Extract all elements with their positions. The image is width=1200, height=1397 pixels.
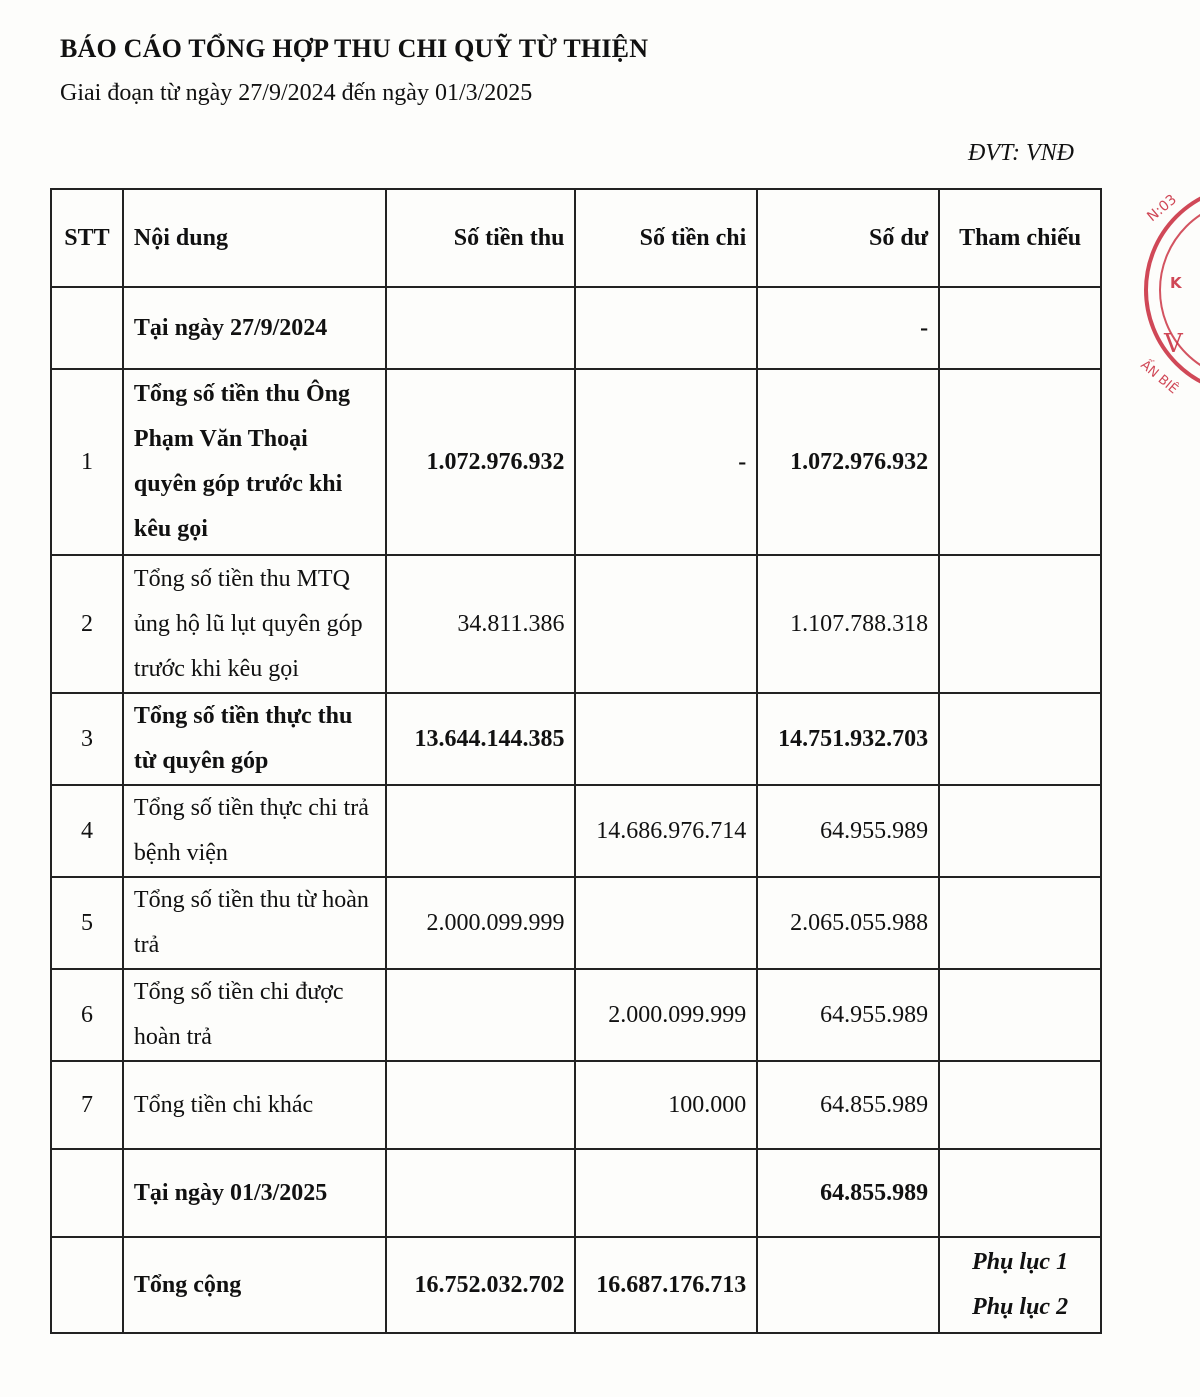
cell-balance: 1.107.788.318 (757, 555, 939, 693)
cell-stt (51, 287, 123, 369)
cell-reference (939, 1149, 1101, 1237)
finance-table (50, 188, 1102, 1334)
cell-income: 1.072.976.932 (386, 369, 576, 555)
cell-balance (757, 1237, 939, 1333)
col-content: Nội dung (123, 189, 386, 287)
table-row (51, 877, 1101, 969)
cell-expense (575, 287, 757, 369)
cell-income (386, 969, 576, 1061)
cell-reference (939, 1061, 1101, 1149)
table-row (51, 785, 1101, 877)
cell-reference (939, 785, 1101, 877)
cell-expense: - (575, 369, 757, 555)
table-row (51, 369, 1101, 555)
cell-expense: 2.000.099.999 (575, 969, 757, 1061)
table-row (51, 693, 1101, 785)
cell-reference (939, 555, 1101, 693)
cell-reference (939, 877, 1101, 969)
cell-expense (575, 693, 757, 785)
report-period: Giai đoạn từ ngày 27/9/2024 đến ngày 01/3/2025 (60, 80, 533, 106)
reference-appendix-1: Phụ lục 1 (972, 1249, 1069, 1275)
cell-stt: 2 (51, 555, 123, 693)
table-header-row (51, 189, 1101, 287)
cell-stt (51, 1149, 123, 1237)
currency-unit: ĐVT: VNĐ (967, 140, 1074, 166)
cell-expense: 14.686.976.714 (575, 785, 757, 877)
report-title: BÁO CÁO TỔNG HỢP THU CHI QUỸ TỪ THIỆN (60, 34, 649, 63)
cell-balance: 14.751.932.703 (757, 693, 939, 785)
table-row (51, 1061, 1101, 1149)
cell-content: Tổng số tiền thu Ông Phạm Văn Thoại quyên góp trước khi kêu gọi (123, 369, 386, 555)
cell-content: Tổng số tiền thu từ hoàn trả (123, 877, 386, 969)
cell-balance: 2.065.055.988 (757, 877, 939, 969)
cell-expense: 100.000 (575, 1061, 757, 1149)
red-seal-stamp (1130, 170, 1200, 410)
cell-reference (939, 693, 1101, 785)
seal-text-k: K (1170, 274, 1182, 292)
col-income: Số tiền thu (386, 189, 576, 287)
cell-income (386, 1149, 576, 1237)
table-row (51, 287, 1101, 369)
cell-stt: 4 (51, 785, 123, 877)
cell-income: 13.644.144.385 (386, 693, 576, 785)
cell-stt: 1 (51, 369, 123, 555)
cell-stt: 7 (51, 1061, 123, 1149)
cell-stt: 6 (51, 969, 123, 1061)
cell-expense: 16.687.176.713 (575, 1237, 757, 1333)
cell-reference (939, 369, 1101, 555)
cell-reference (939, 969, 1101, 1061)
seal-text-bottom: ẤN BIÊ (1137, 357, 1181, 398)
cell-expense (575, 1149, 757, 1237)
cell-content: Tổng tiền chi khác (123, 1061, 386, 1149)
cell-reference (939, 1237, 1101, 1333)
reference-appendix-2: Phụ lục 2 (972, 1294, 1069, 1320)
cell-reference (939, 287, 1101, 369)
cell-income (386, 785, 576, 877)
cell-stt: 3 (51, 693, 123, 785)
col-balance: Số dư (757, 189, 939, 287)
cell-content: Tại ngày 01/3/2025 (123, 1149, 386, 1237)
table-row (51, 1149, 1101, 1237)
cell-income: 2.000.099.999 (386, 877, 576, 969)
cell-balance: 64.955.989 (757, 969, 939, 1061)
cell-income: 16.752.032.702 (386, 1237, 576, 1333)
col-reference: Tham chiếu (939, 189, 1101, 287)
cell-balance: 64.855.989 (757, 1061, 939, 1149)
cell-expense (575, 877, 757, 969)
cell-income (386, 287, 576, 369)
cell-expense (575, 555, 757, 693)
cell-content: Tổng số tiền thu MTQ ủng hộ lũ lụt quyên góp trước khi kêu gọi (123, 555, 386, 693)
cell-stt (51, 1237, 123, 1333)
seal-text-top: N:03 (1144, 191, 1180, 226)
cell-content: Tổng số tiền thực chi trả bệnh viện (123, 785, 386, 877)
cell-content: Tổng cộng (123, 1237, 386, 1333)
cell-balance: 64.955.989 (757, 785, 939, 877)
cell-content: Tại ngày 27/9/2024 (123, 287, 386, 369)
seal-text-v: V (1164, 329, 1183, 359)
cell-income (386, 1061, 576, 1149)
table-row (51, 969, 1101, 1061)
cell-content: Tổng số tiền chi được hoàn trả (123, 969, 386, 1061)
cell-balance: 1.072.976.932 (757, 369, 939, 555)
cell-stt: 5 (51, 877, 123, 969)
col-stt: STT (51, 189, 123, 287)
cell-income: 34.811.386 (386, 555, 576, 693)
cell-balance: 64.855.989 (757, 1149, 939, 1237)
table-row (51, 1237, 1101, 1333)
cell-content: Tổng số tiền thực thu từ quyên góp (123, 693, 386, 785)
col-expense: Số tiền chi (575, 189, 757, 287)
table-row (51, 555, 1101, 693)
cell-balance: - (757, 287, 939, 369)
